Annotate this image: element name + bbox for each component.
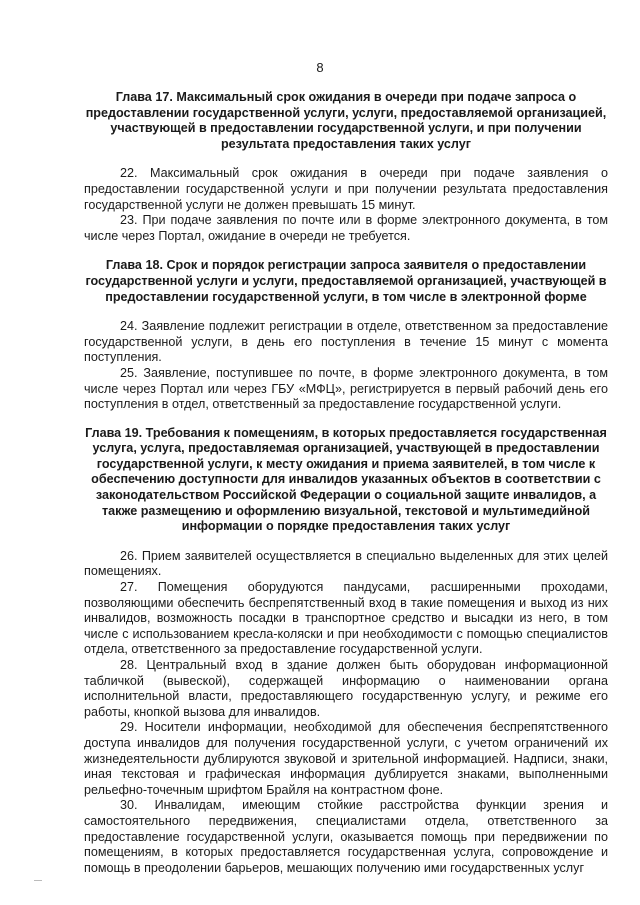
scan-mark — [34, 880, 42, 881]
document-body — [84, 90, 608, 876]
paragraph-28: 28. Центральный вход в здание должен быть оборудован информационной табличкой (вывеской), содержащей информацию о наименовании органа исполнительной власти, предоставляющего государственную услугу, и режиме его работы, кнопкой вызова для инвалидов. — [84, 658, 608, 719]
chapter-17-heading: Глава 17. Максимальный срок ожидания в очереди при подаче запроса о предоставлении государственной услуги, услуги, предоставляемой организацией, участвующей в предоставлении государственной услуги, и при получении результата предоставления таких услуг — [85, 90, 607, 151]
paragraph-25: 25. Заявление, поступившее по почте, в форме электронного документа, в том числе через Портал или через ГБУ «МФЦ», регистрируется в первый рабочий день его поступления в отдел, ответственный за предоставление государственной услуги. — [84, 365, 608, 412]
paragraph-22: 22. Максимальный срок ожидания в очереди при подаче заявления о предоставлении государственной услуги и при получении результата предоставления государственной услуги не должен превышать 15 минут. — [84, 166, 608, 212]
page-number: 8 — [316, 60, 324, 75]
paragraph-23: 23. При подаче заявления по почте или в форме электронного документа, в том числе через Портал, ожидание в очереди не требуется. — [84, 213, 608, 243]
paragraph-30: 30. Инвалидам, имеющим стойкие расстройства функции зрения и самостоятельного передвижения, специалистами отдела, ответственного за предоставление государственной услуги, оказывается помощь при передвижении по помещениям, в которых предоставляется государственная услуга, сопровождение и помощь в преодолении барьеров, мешающих получению ими государственных услуг — [84, 798, 608, 875]
chapter-19-heading: Глава 19. Требования к помещениям, в которых предоставляется государственная услуга, услуга, предоставляемая организацией, участвующей в предоставлении государственной услуги, к месту ожидания и приема заявителей, в том числе к обеспечению доступности для инвалидов указанных объектов в соответствии с законодательством Российской Федерации о социальной защите инвалидов, а также размещению и оформлению визуальной, текстовой и мультимедийной информации о порядке предоставления таких услуг — [85, 425, 607, 534]
paragraph-27: 27. Помещения оборудуются пандусами, расширенными проходами, позволяющими обеспечить беспрепятственный вход в такие помещения и выход из них инвалидов, возможность посадки в транспортное средство и высадки из него, в том числе с использованием кресла-коляски и при необходимости с помощью специалистов отдела, ответственного за предоставление государственной услуги. — [84, 580, 608, 657]
paragraph-24: 24. Заявление подлежит регистрации в отделе, ответственном за предоставление государственной услуги, в день его поступления в течение 15 минут с момента поступления. — [84, 319, 608, 365]
paragraph-29: 29. Носители информации, необходимой для обеспечения беспрепятственного доступа инвалидов для получения государственной услуги, с учетом ограничений их жизнедеятельности дублируются звуковой и зрительной информацией. Надписи, знаки, иная текстовая и графическая информация дублируется знаками, выполненными рельефно-точечным шрифтом Брайля на контрастном фоне. — [84, 720, 608, 797]
paragraph-26: 26. Прием заявителей осуществляется в специально выделенных для этих целей помещениях. — [84, 548, 608, 579]
chapter-18-heading: Глава 18. Срок и порядок регистрации запроса заявителя о предоставлении государственной услуги и услуги, предоставляемой организацией, участвующей в предоставлении государственной услуги, в том числе в электронной форме — [85, 258, 607, 304]
